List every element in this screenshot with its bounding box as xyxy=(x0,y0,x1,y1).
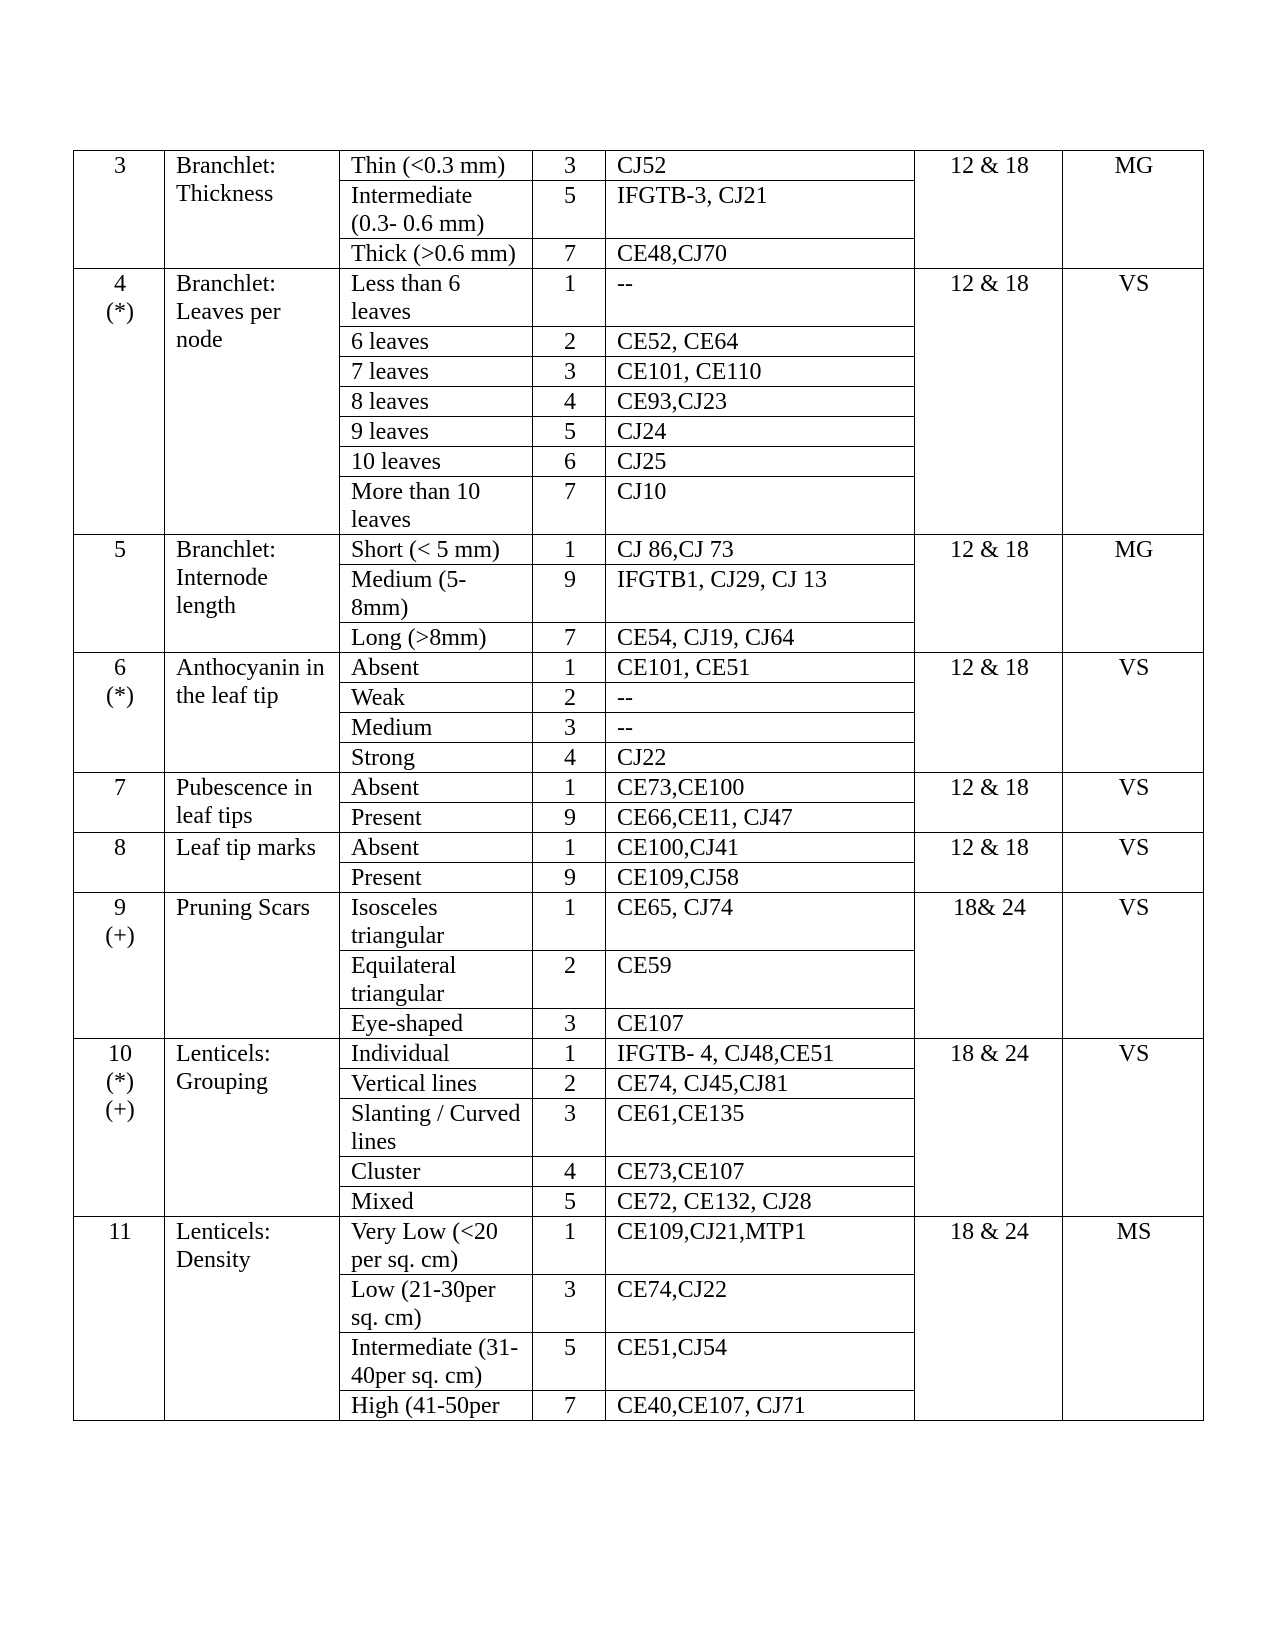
state-cell: High (41-50per xyxy=(340,1391,533,1421)
note-cell: 9 xyxy=(533,863,606,893)
observation-stage-cell: 12 & 18 xyxy=(915,773,1063,833)
serial-number: (*) xyxy=(106,683,134,709)
state-cell: Equilateral triangular xyxy=(340,951,533,1009)
note-cell: 3 xyxy=(533,1275,606,1333)
example-variety-cell: CE65, CJ74 xyxy=(606,893,915,951)
serial-number: 8 xyxy=(114,835,126,861)
observation-method-cell: MG xyxy=(1063,535,1204,653)
state-cell: Present xyxy=(340,863,533,893)
serial-number-cell xyxy=(74,1039,165,1217)
state-cell: Individual xyxy=(340,1039,533,1069)
note-cell: 5 xyxy=(533,1333,606,1391)
characteristics-table xyxy=(73,150,1204,1421)
example-variety-cell: CJ25 xyxy=(606,447,915,477)
note-cell: 3 xyxy=(533,357,606,387)
example-variety-cell: CJ 86,CJ 73 xyxy=(606,535,915,565)
characteristic-cell: Branchlet: Internode length xyxy=(165,535,340,653)
state-cell: Vertical lines xyxy=(340,1069,533,1099)
state-cell: Less than 6 leaves xyxy=(340,269,533,327)
state-cell: Medium xyxy=(340,713,533,743)
characteristic-cell: Lenticels: Grouping xyxy=(165,1039,340,1217)
note-cell: 2 xyxy=(533,327,606,357)
example-variety-cell: CE107 xyxy=(606,1009,915,1039)
example-variety-cell: CE61,CE135 xyxy=(606,1099,915,1157)
serial-number: 5 xyxy=(114,537,126,563)
characteristic-cell: Branchlet: Thickness xyxy=(165,151,340,269)
state-cell: Absent xyxy=(340,653,533,683)
state-cell: Cluster xyxy=(340,1157,533,1187)
serial-number: 3 xyxy=(114,153,126,179)
observation-method-cell: MG xyxy=(1063,151,1204,269)
note-cell: 1 xyxy=(533,833,606,863)
state-cell: Eye-shaped xyxy=(340,1009,533,1039)
serial-number: 10 xyxy=(108,1041,132,1067)
observation-method-cell: VS xyxy=(1063,653,1204,773)
table-row xyxy=(74,653,1204,683)
note-cell: 1 xyxy=(533,893,606,951)
example-variety-cell: CE93,CJ23 xyxy=(606,387,915,417)
example-variety-cell: CE100,CJ41 xyxy=(606,833,915,863)
table-row xyxy=(74,1039,1204,1069)
serial-number: 7 xyxy=(114,775,126,801)
state-cell: Intermediate (31-40per sq. cm) xyxy=(340,1333,533,1391)
note-cell: 7 xyxy=(533,239,606,269)
serial-number-cell xyxy=(74,1217,165,1421)
example-variety-cell: CE72, CE132, CJ28 xyxy=(606,1187,915,1217)
serial-number-cell xyxy=(74,773,165,833)
note-cell: 5 xyxy=(533,181,606,239)
example-variety-cell: CE51,CJ54 xyxy=(606,1333,915,1391)
example-variety-cell: CE109,CJ58 xyxy=(606,863,915,893)
example-variety-cell: -- xyxy=(606,269,915,327)
observation-stage-cell: 18 & 24 xyxy=(915,1217,1063,1421)
example-variety-cell: -- xyxy=(606,713,915,743)
observation-method-cell: VS xyxy=(1063,833,1204,893)
example-variety-cell: CE40,CE107, CJ71 xyxy=(606,1391,915,1421)
example-variety-cell: CJ10 xyxy=(606,477,915,535)
state-cell: Strong xyxy=(340,743,533,773)
table-row xyxy=(74,833,1204,863)
note-cell: 2 xyxy=(533,683,606,713)
note-cell: 5 xyxy=(533,1187,606,1217)
example-variety-cell: CE109,CJ21,MTP1 xyxy=(606,1217,915,1275)
state-cell: Slanting / Curved lines xyxy=(340,1099,533,1157)
example-variety-cell: IFGTB1, CJ29, CJ 13 xyxy=(606,565,915,623)
observation-stage-cell: 12 & 18 xyxy=(915,535,1063,653)
observation-stage-cell: 18 & 24 xyxy=(915,1039,1063,1217)
example-variety-cell: CE52, CE64 xyxy=(606,327,915,357)
serial-number-cell xyxy=(74,151,165,269)
serial-number-cell xyxy=(74,833,165,893)
table-row xyxy=(74,773,1204,803)
example-variety-cell: CE48,CJ70 xyxy=(606,239,915,269)
example-variety-cell: IFGTB- 4, CJ48,CE51 xyxy=(606,1039,915,1069)
state-cell: Thick (>0.6 mm) xyxy=(340,239,533,269)
serial-number: (*) xyxy=(106,299,134,325)
characteristic-cell: Lenticels: Density xyxy=(165,1217,340,1421)
state-cell: Medium (5-8mm) xyxy=(340,565,533,623)
observation-method-cell: VS xyxy=(1063,1039,1204,1217)
state-cell: Mixed xyxy=(340,1187,533,1217)
example-variety-cell: CE73,CE107 xyxy=(606,1157,915,1187)
state-cell: Very Low (<20 per sq. cm) xyxy=(340,1217,533,1275)
observation-method-cell: VS xyxy=(1063,269,1204,535)
table-row xyxy=(74,893,1204,951)
state-cell: Absent xyxy=(340,833,533,863)
table-body xyxy=(74,151,1204,1421)
example-variety-cell: CJ24 xyxy=(606,417,915,447)
characteristic-cell: Anthocyanin in the leaf tip xyxy=(165,653,340,773)
note-cell: 7 xyxy=(533,477,606,535)
state-cell: Intermediate (0.3- 0.6 mm) xyxy=(340,181,533,239)
table-row xyxy=(74,1217,1204,1275)
example-variety-cell: CE101, CE51 xyxy=(606,653,915,683)
observation-method-cell: MS xyxy=(1063,1217,1204,1421)
observation-stage-cell: 12 & 18 xyxy=(915,833,1063,893)
note-cell: 9 xyxy=(533,803,606,833)
serial-number: (+) xyxy=(105,923,135,949)
note-cell: 4 xyxy=(533,1157,606,1187)
serial-number-cell xyxy=(74,269,165,535)
note-cell: 1 xyxy=(533,773,606,803)
state-cell: 10 leaves xyxy=(340,447,533,477)
serial-number: (+) xyxy=(105,1097,135,1123)
note-cell: 1 xyxy=(533,1217,606,1275)
example-variety-cell: CJ22 xyxy=(606,743,915,773)
note-cell: 1 xyxy=(533,535,606,565)
observation-stage-cell: 12 & 18 xyxy=(915,653,1063,773)
state-cell: Low (21-30per sq. cm) xyxy=(340,1275,533,1333)
observation-method-cell: VS xyxy=(1063,773,1204,833)
characteristic-cell: Branchlet: Leaves per node xyxy=(165,269,340,535)
note-cell: 1 xyxy=(533,653,606,683)
state-cell: Weak xyxy=(340,683,533,713)
note-cell: 3 xyxy=(533,151,606,181)
note-cell: 2 xyxy=(533,1069,606,1099)
serial-number: 9 xyxy=(114,895,126,921)
note-cell: 6 xyxy=(533,447,606,477)
note-cell: 4 xyxy=(533,743,606,773)
table-row xyxy=(74,535,1204,565)
note-cell: 3 xyxy=(533,713,606,743)
serial-number: 4 xyxy=(114,271,126,297)
note-cell: 3 xyxy=(533,1099,606,1157)
serial-number: 11 xyxy=(108,1219,132,1245)
example-variety-cell: CJ52 xyxy=(606,151,915,181)
example-variety-cell: CE66,CE11, CJ47 xyxy=(606,803,915,833)
example-variety-cell: CE101, CE110 xyxy=(606,357,915,387)
state-cell: Thin (<0.3 mm) xyxy=(340,151,533,181)
example-variety-cell: IFGTB-3, CJ21 xyxy=(606,181,915,239)
example-variety-cell: CE73,CE100 xyxy=(606,773,915,803)
characteristic-cell: Leaf tip marks xyxy=(165,833,340,893)
note-cell: 5 xyxy=(533,417,606,447)
state-cell: Present xyxy=(340,803,533,833)
note-cell: 9 xyxy=(533,565,606,623)
serial-number-cell xyxy=(74,893,165,1039)
state-cell: 6 leaves xyxy=(340,327,533,357)
note-cell: 3 xyxy=(533,1009,606,1039)
serial-number: 6 xyxy=(114,655,126,681)
serial-number: (*) xyxy=(106,1069,134,1095)
characteristic-cell: Pruning Scars xyxy=(165,893,340,1039)
observation-stage-cell: 12 & 18 xyxy=(915,151,1063,269)
note-cell: 1 xyxy=(533,1039,606,1069)
serial-number-cell xyxy=(74,653,165,773)
observation-stage-cell: 12 & 18 xyxy=(915,269,1063,535)
state-cell: More than 10 leaves xyxy=(340,477,533,535)
observation-stage-cell: 18& 24 xyxy=(915,893,1063,1039)
note-cell: 2 xyxy=(533,951,606,1009)
table-row xyxy=(74,269,1204,327)
characteristic-cell: Pubescence in leaf tips xyxy=(165,773,340,833)
example-variety-cell: CE59 xyxy=(606,951,915,1009)
state-cell: Absent xyxy=(340,773,533,803)
state-cell: 9 leaves xyxy=(340,417,533,447)
note-cell: 7 xyxy=(533,1391,606,1421)
example-variety-cell: -- xyxy=(606,683,915,713)
example-variety-cell: CE54, CJ19, CJ64 xyxy=(606,623,915,653)
note-cell: 1 xyxy=(533,269,606,327)
note-cell: 7 xyxy=(533,623,606,653)
state-cell: Long (>8mm) xyxy=(340,623,533,653)
table-row xyxy=(74,151,1204,181)
state-cell: 8 leaves xyxy=(340,387,533,417)
note-cell: 4 xyxy=(533,387,606,417)
serial-number-cell xyxy=(74,535,165,653)
observation-method-cell: VS xyxy=(1063,893,1204,1039)
state-cell: Short (< 5 mm) xyxy=(340,535,533,565)
example-variety-cell: CE74, CJ45,CJ81 xyxy=(606,1069,915,1099)
example-variety-cell: CE74,CJ22 xyxy=(606,1275,915,1333)
state-cell: Isosceles triangular xyxy=(340,893,533,951)
state-cell: 7 leaves xyxy=(340,357,533,387)
